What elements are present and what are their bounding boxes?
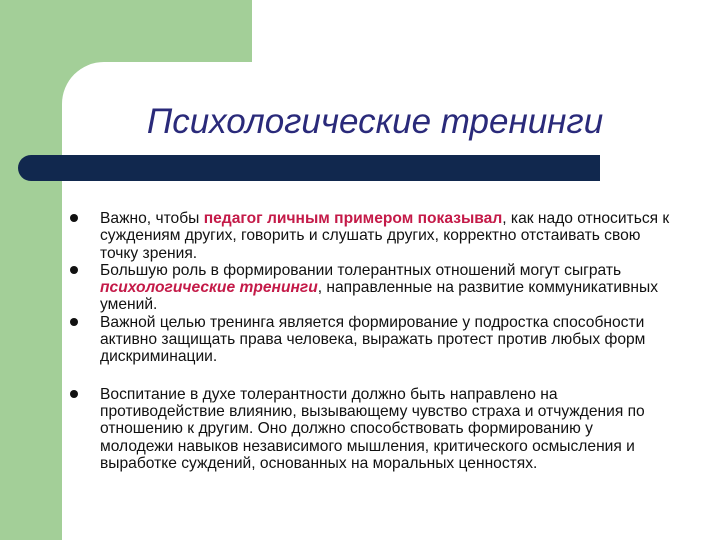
bullet-text: Важно, чтобы [100, 210, 204, 227]
bullet-item [70, 262, 670, 314]
bullet-text: , направленные на развитие коммуникативных умений. [100, 279, 659, 314]
bullet-text: Важной целью тренинга является формирование у подростка способности активно защищать права человека, выражать протест против любых форм дискриминации. [100, 313, 646, 366]
highlighted-phrase: педагог личным примером показывал [203, 210, 503, 227]
bullet-text: Воспитание в духе толерантности должно быть направлено на противодействие влиянию, вызывающему чувство страха и отчуждения по отношению к другим. Оно должно способствовать формированию у молодежи навыков независимого мышления, критического осмысления и выработке суждений, основанных на моральных ценностях. [100, 385, 645, 472]
bullet-text: Большую роль в формировании толерантных отношений могут сыграть [100, 261, 622, 279]
bullet-item [70, 210, 670, 262]
bullet-item [70, 314, 670, 366]
bullet-dot-icon [70, 266, 78, 274]
bullet-dot-icon [70, 214, 78, 222]
title-underline-bar [18, 155, 600, 181]
bullet-list [70, 210, 670, 472]
bullet-text: , как надо относиться к суждениям других, говорить и слушать других, корректно отстаивать свою точку зрения. [100, 210, 670, 262]
bullet-dot-icon [70, 318, 78, 326]
slide-title: Психологические тренинги [146, 102, 604, 141]
bullet-item [70, 386, 670, 472]
bullet-dot-icon [70, 390, 78, 398]
highlighted-phrase: психологические тренинги [100, 279, 318, 297]
